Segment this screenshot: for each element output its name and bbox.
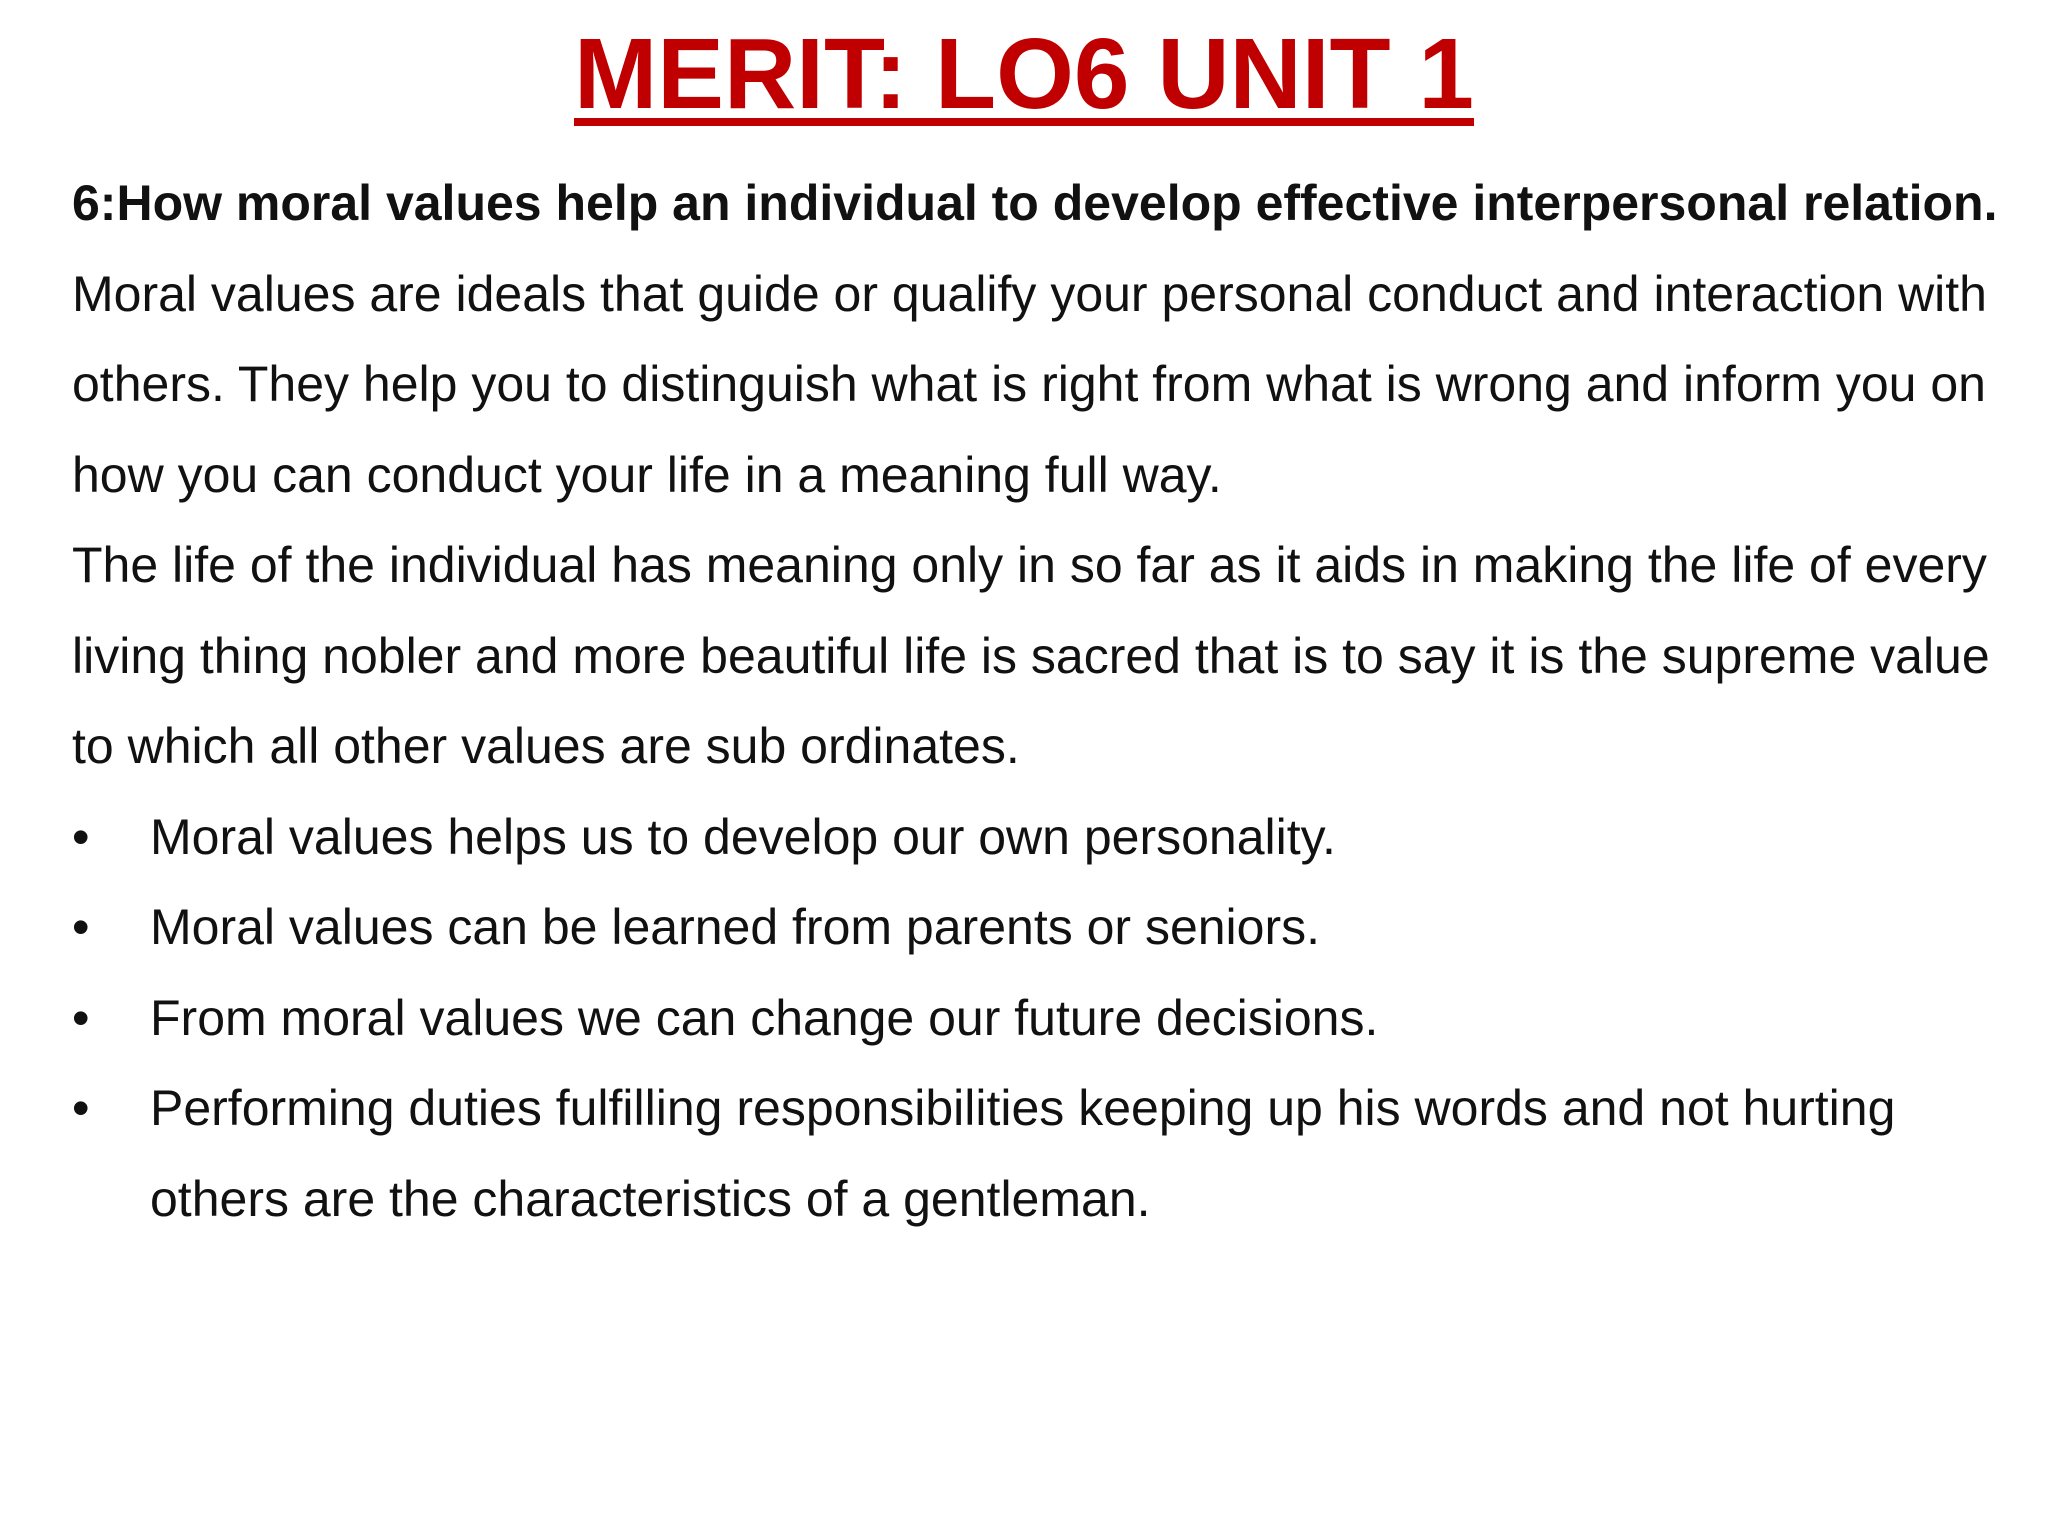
- slide-title: [0, 14, 2048, 134]
- bullet-item: [72, 1063, 2012, 1244]
- bullet-dot-icon: •: [72, 1080, 90, 1136]
- bullet-text: Performing duties fulfilling responsibilities keeping up his words and not hurting others are the characteristics of a gentleman.: [150, 1080, 1896, 1227]
- paragraph-definition: Moral values are ideals that guide or qualify your personal conduct and interaction with others. They help you to distinguish what is right from what is wrong and inform you on how you can conduct your life in a meaning full way.: [72, 265, 1987, 503]
- slide-content: [72, 158, 2012, 1244]
- bullet-text: From moral values we can change our future decisions.: [150, 989, 1379, 1046]
- bullet-dot-icon: •: [72, 989, 90, 1046]
- slide-title-text: MERIT: LO6 UNIT 1: [573, 18, 1475, 130]
- paragraph-life-meaning: The life of the individual has meaning only in so far as it aids in making the life of every living thing nobler and more beautiful life is sacred that is to say it is the supreme value to which all other values are sub ordinates.: [72, 537, 1990, 774]
- bullet-dot-icon: •: [72, 899, 90, 955]
- bullet-item: [72, 882, 2012, 973]
- bullet-list: [72, 792, 2012, 1245]
- bullet-text: Moral values helps us to develop our own personality.: [150, 808, 1336, 865]
- bullet-dot-icon: •: [72, 808, 90, 865]
- bullet-item: [72, 973, 2012, 1064]
- bullet-text: Moral values can be learned from parents or seniors.: [150, 899, 1321, 955]
- section-heading: 6:How moral values help an individual to develop effective interpersonal relation.: [72, 175, 1998, 231]
- bullet-item: [72, 792, 2012, 883]
